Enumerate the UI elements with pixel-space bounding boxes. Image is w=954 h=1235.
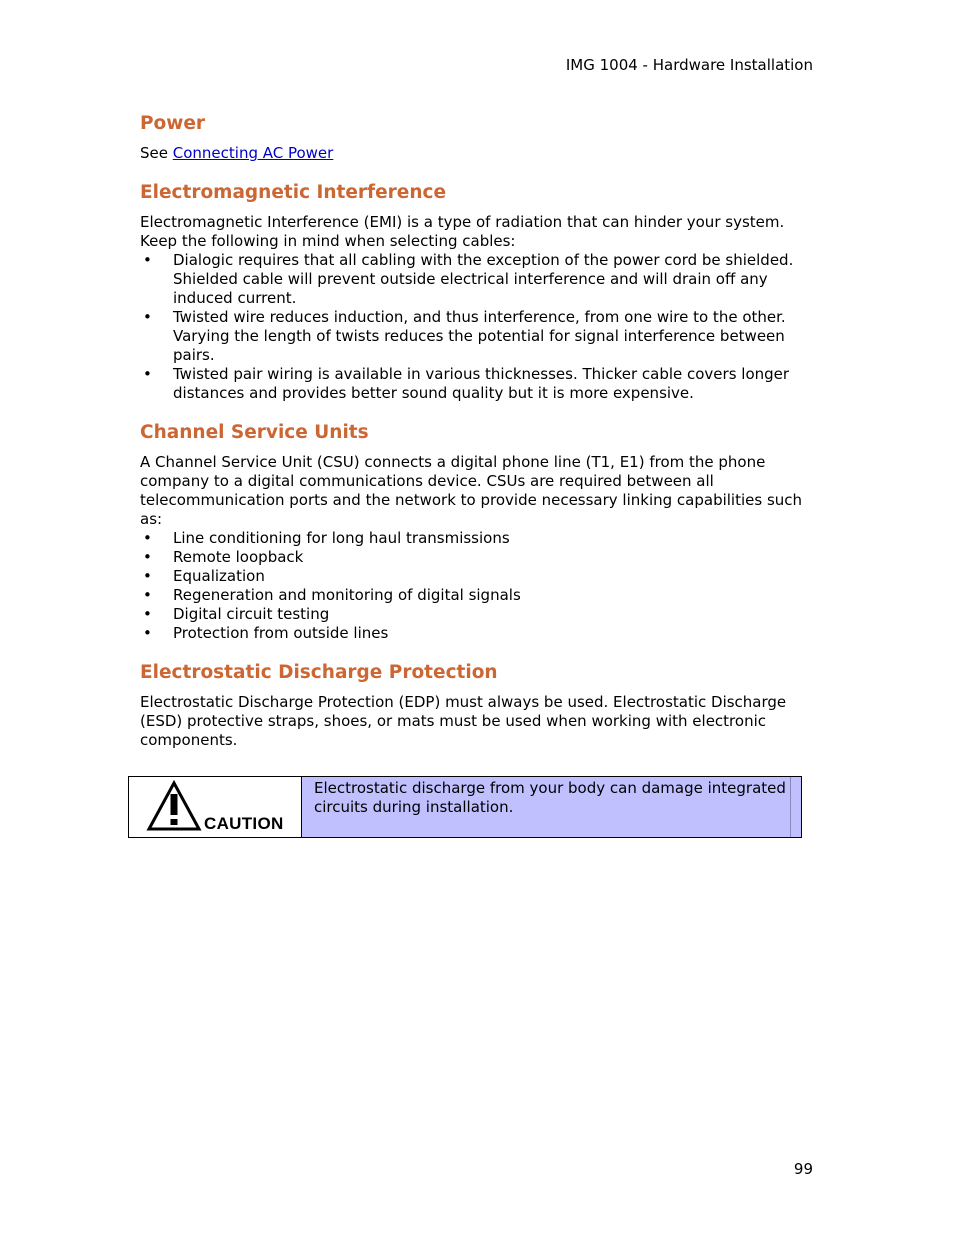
page-content [140,112,820,750]
list-item [140,251,820,308]
csu-intro: A Channel Service Unit (CSU) connects a digital phone line (T1, E1) from the phone company to a digital communications device. CSUs are required between all telecommunication ports and the network to provide necessary linking capabilities such as: [140,453,803,528]
list-item [140,567,820,586]
bullet-icon: • [143,624,152,642]
emi-intro: Electromagnetic Interference (EMI) is a type of radiation that can hinder your system. Keep the following in mind when selecting cables: [140,213,785,250]
bullet-icon: • [143,251,152,269]
bullet-icon: • [143,548,152,566]
bullet-icon: • [143,365,152,383]
power-paragraph [140,144,820,163]
power-heading: Power [140,113,206,134]
bullet-icon: • [143,605,152,623]
esd-heading: Electrostatic Discharge Protection [140,662,498,683]
list-item-text: Twisted wire reduces induction, and thus interference, from one wire to the other. Varying the length of twists reduces the potential for signal interference between pairs. [173,308,786,364]
see-prefix: See [140,144,173,162]
list-item-text: Regeneration and monitoring of digital signals [173,586,521,604]
page-number: 99 [793,1160,813,1178]
list-item-text: Remote loopback [173,548,304,566]
caution-icon-cell [129,777,302,837]
list-item-text: Twisted pair wiring is available in various thicknesses. Thicker cable covers longer distances and provides better sound quality but it is more expensive. [173,365,790,402]
caution-box [128,776,802,838]
warning-triangle-icon [146,780,202,832]
list-item [140,548,820,567]
page-header: IMG 1004 - Hardware Installation [565,56,813,74]
bullet-icon: • [143,567,152,585]
bullet-icon: • [143,586,152,604]
list-item [140,586,820,605]
connecting-ac-power-link[interactable]: Connecting AC Power [172,144,334,162]
emi-bullet-list [140,251,820,403]
list-item-text: Dialogic requires that all cabling with the exception of the power cord be shielded. Shielded cable will prevent outside electrical interference and will drain off any induced current. [173,251,794,307]
caution-message: Electrostatic discharge from your body can damage integrated circuits during installation. [302,777,801,837]
list-item [140,624,820,643]
list-item [140,308,820,365]
list-item-text: Line conditioning for long haul transmissions [173,529,510,547]
list-item-text: Equalization [173,567,265,585]
emi-heading: Electromagnetic Interference [140,182,446,203]
list-item [140,605,820,624]
csu-heading: Channel Service Units [140,422,369,443]
list-item-text: Digital circuit testing [173,605,330,623]
bullet-icon: • [143,308,152,326]
bullet-icon: • [143,529,152,547]
caution-label: CAUTION [204,814,284,833]
list-item [140,529,820,548]
esd-intro: Electrostatic Discharge Protection (EDP) must always be used. Electrostatic Discharge (ESD) protective straps, shoes, or mats must be used when working with electronic components. [140,693,787,749]
csu-bullet-list [140,529,820,643]
list-item [140,365,820,403]
list-item-text: Protection from outside lines [173,624,389,642]
